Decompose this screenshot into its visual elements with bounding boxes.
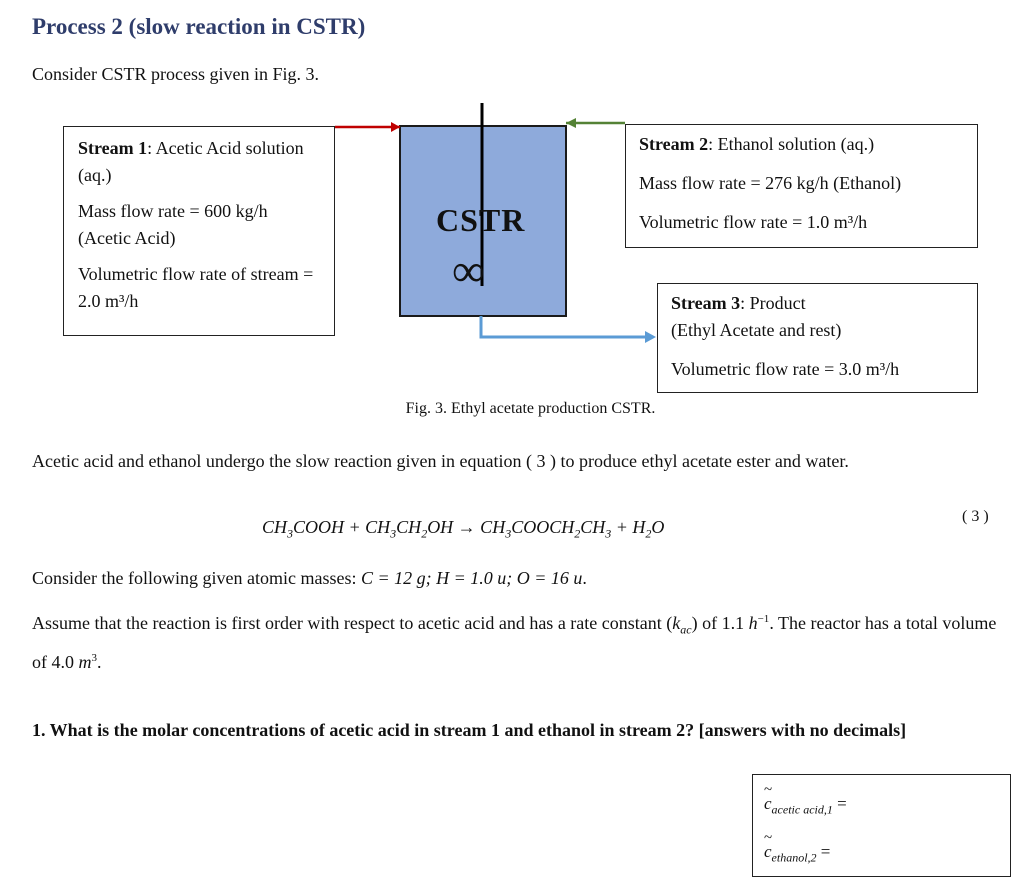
- stream1-description: [78, 135, 322, 189]
- stream3-description: [671, 290, 967, 317]
- question-1: 1. What is the molar concentrations of acetic acid in stream 1 and ethanol in stream 2? [answers with no decimals]: [32, 720, 907, 740]
- stirrer-symbol: ∞: [452, 245, 485, 296]
- stream3-line1: : Product: [740, 293, 806, 313]
- stream2-box: [625, 124, 978, 248]
- stream3-line2: (Ethyl Acetate and rest): [671, 320, 842, 340]
- atomic-masses-text: Consider the following given atomic masses: C = 12 g; H = 1.0 u; O = 16 u.: [32, 568, 587, 588]
- stream3-arrowhead: [645, 331, 656, 343]
- stream3-volumetric-flow: Volumetric flow rate = 3.0 m³/h: [671, 359, 900, 379]
- answer-box[interactable]: [752, 774, 1011, 877]
- reactor-label: CSTR: [436, 202, 526, 238]
- section-heading: Process 2 (slow reaction in CSTR): [32, 14, 366, 39]
- stream1-box: [63, 126, 335, 336]
- stream2-mass-flow: Mass flow rate = 276 kg/h (Ethanol): [639, 173, 902, 193]
- stream3-arrow: [481, 316, 648, 337]
- stream3-title: Stream 3: [671, 293, 741, 313]
- stream1-line1: : Acetic Acid solution (aq.): [78, 138, 304, 185]
- reaction-equation: $CH_3COOH + CH_3CH_2OH$ → $CH_3COOCH_2CH_3 + H_2O$: [262, 517, 665, 541]
- stream1-arrowhead: [391, 122, 400, 132]
- stream1-mass-flow: Mass flow rate = 600 kg/h (Acetic Acid): [78, 201, 268, 248]
- answer-acetic-acid[interactable]: ~ $c_{acetic acid,1}$ =: [764, 794, 847, 817]
- stream2-title: Stream 2: [639, 134, 709, 154]
- figure-caption: Fig. 3. Ethyl acetate production CSTR.: [405, 400, 656, 417]
- answer-ethanol[interactable]: ~ $c_{ethanol,2}$ =: [764, 842, 830, 865]
- stream2-arrowhead: [566, 118, 576, 128]
- reaction-paragraph: Acetic acid and ethanol undergo the slow reaction given in equation ( 3 ) to produce ethyl acetate ester and water.: [32, 451, 849, 471]
- rate-constant-paragraph: Assume that the reaction is first order with respect to acetic acid and has a rate constant $(k_{ac})$ of 1.1 $h^{-1}$. The reactor has a total volume of 4.0 $m^3$.: [32, 613, 997, 672]
- stream1-volumetric-flow: Volumetric flow rate of stream = 2.0 m³/h: [78, 264, 314, 311]
- stream2-line1: : Ethanol solution (aq.): [708, 134, 875, 154]
- stream3-box: [657, 283, 978, 393]
- intro-text: Consider CSTR process given in Fig. 3.: [32, 64, 319, 84]
- stream2-volumetric-flow: Volumetric flow rate = 1.0 m³/h: [639, 212, 868, 232]
- stream1-title: Stream 1: [78, 138, 148, 158]
- equation-number: ( 3 ): [962, 508, 989, 525]
- stream2-description: [639, 131, 967, 158]
